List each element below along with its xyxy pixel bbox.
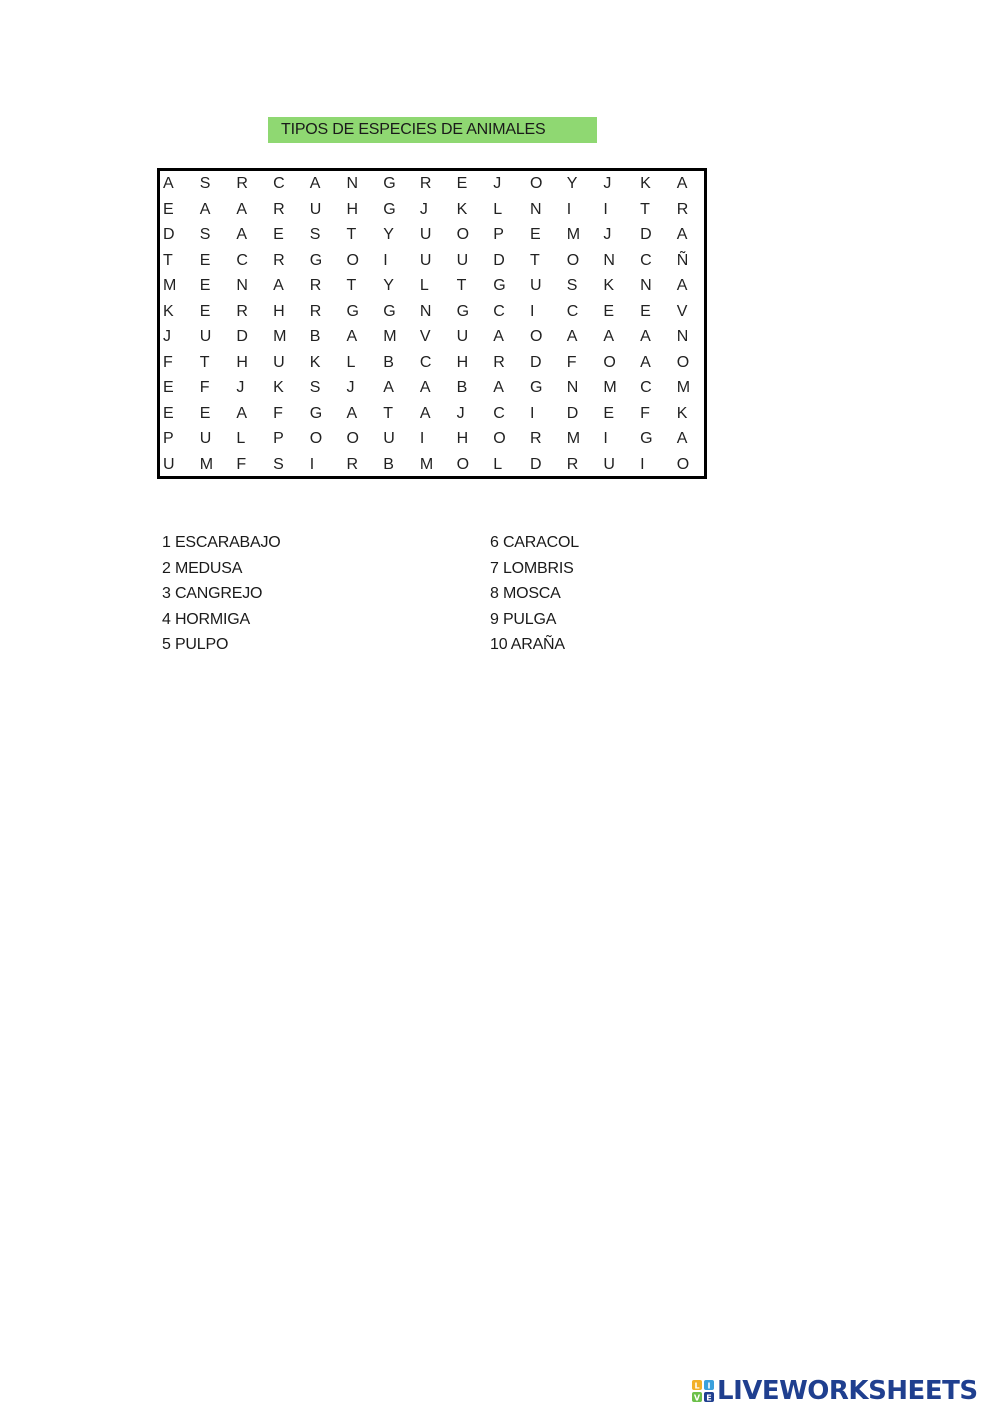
grid-letter: Y [383, 277, 394, 294]
grid-letter: U [163, 455, 175, 473]
grid-letter: B [383, 353, 394, 371]
grid-letter: L [419, 277, 429, 294]
grid-letter: U [199, 430, 212, 447]
grid-letter: C [273, 175, 285, 192]
grid-letter: J [456, 404, 465, 422]
grid-letter: C [236, 251, 248, 269]
grid-letter: T [640, 200, 650, 218]
grid-letter: E [199, 277, 211, 294]
grid-letter: A [236, 226, 248, 243]
grid-letter: O [676, 353, 690, 371]
word-list-left [162, 530, 281, 658]
grid-letter: I [419, 430, 425, 447]
grid-letter: C [493, 302, 505, 320]
grid-letter: T [199, 353, 210, 371]
grid-letter: T [456, 277, 467, 294]
grid-letter: A [419, 379, 431, 396]
word-list-item: 10 ARAÑA [490, 636, 565, 654]
grid-letter: P [163, 430, 174, 447]
grid-letter: N [236, 277, 248, 294]
grid-letter: K [640, 175, 651, 192]
word-list-item: 1 ESCARABAJO [162, 534, 281, 551]
grid-letter: D [236, 328, 248, 345]
grid-letter: J [493, 175, 502, 192]
word-list-item: 2 MEDUSA [162, 559, 243, 577]
grid-letter: E [640, 302, 651, 320]
grid-letter: R [676, 200, 689, 218]
liveworksheets-logo-icon [692, 1380, 714, 1402]
grid-letter: U [419, 251, 432, 269]
liveworksheets-logo [692, 1376, 978, 1406]
grid-letter: D [530, 353, 542, 371]
grid-row [160, 273, 704, 299]
grid-letter: T [383, 404, 393, 422]
grid-letter: C [566, 302, 579, 320]
grid-letter: R [273, 200, 285, 218]
grid-letter: E [199, 302, 211, 320]
grid-letter: N [603, 251, 615, 269]
grid-letter: E [163, 404, 174, 422]
grid-letter: N [419, 302, 432, 320]
grid-letter: R [493, 353, 505, 371]
grid-letter: A [346, 404, 358, 422]
grid-letter: K [273, 379, 284, 396]
grid-letter: T [530, 251, 540, 269]
grid-letter: N [640, 277, 652, 294]
grid-letter: Y [566, 175, 578, 192]
grid-letter: D [566, 404, 579, 422]
grid-letter: F [566, 353, 577, 371]
grid-letter: A [309, 175, 321, 192]
grid-row [160, 248, 704, 274]
grid-letter: J [163, 328, 171, 345]
grid-letter: I [530, 302, 535, 320]
grid-letter: A [676, 175, 688, 192]
grid-letter: J [346, 379, 355, 396]
grid-letter: E [199, 404, 211, 422]
grid-letter: N [346, 175, 359, 192]
grid-letter: M [566, 430, 581, 447]
grid-letter: A [383, 379, 394, 396]
grid-letter: V [419, 328, 431, 345]
grid-letter: A [163, 175, 174, 192]
grid-row [160, 171, 704, 197]
grid-letter: I [603, 430, 608, 447]
grid-letter: J [603, 175, 612, 192]
grid-letter: A [640, 353, 651, 371]
grid-letter: O [309, 430, 323, 447]
grid-letter: O [530, 328, 543, 345]
grid-letter: E [273, 226, 284, 243]
grid-letter: C [419, 353, 432, 371]
grid-letter: A [419, 404, 431, 422]
grid-row [160, 197, 704, 223]
grid-letter: G [383, 200, 396, 218]
grid-letter: A [640, 328, 651, 345]
grid-letter: K [163, 302, 174, 320]
grid-letter: I [383, 251, 388, 269]
grid-letter: U [603, 455, 615, 473]
grid-letter: M [566, 226, 581, 243]
grid-letter: T [346, 226, 357, 243]
grid-letter: Y [383, 226, 394, 243]
grid-letter: S [566, 277, 578, 294]
grid-letter: O [676, 455, 690, 473]
grid-letter: O [456, 226, 470, 243]
grid-letter: U [456, 251, 469, 269]
grid-letter: A [566, 328, 578, 345]
grid-letter: E [603, 404, 615, 422]
grid-letter: U [456, 328, 469, 345]
word-list-item: 9 PULGA [490, 610, 557, 628]
grid-letter: A [236, 200, 248, 218]
grid-letter: P [273, 430, 284, 447]
grid-letter: O [346, 251, 359, 269]
grid-letter: L [493, 455, 503, 473]
grid-letter: S [309, 226, 321, 243]
grid-letter: P [493, 226, 504, 243]
grid-letter: I [309, 455, 315, 473]
grid-letter: F [199, 379, 210, 396]
svg-text:L: L [694, 1381, 700, 1391]
grid-letter: R [309, 302, 322, 320]
grid-letter: S [199, 175, 211, 192]
grid-letter: G [456, 302, 470, 320]
grid-letter: G [383, 302, 396, 320]
grid-letter: U [530, 277, 542, 294]
grid-letter: T [346, 277, 357, 294]
grid-letter: N [530, 200, 542, 218]
grid-letter: U [273, 353, 285, 371]
svg-text:V: V [693, 1393, 701, 1402]
grid-letter: A [493, 328, 504, 345]
grid-letter: F [236, 455, 247, 473]
grid-letter: U [419, 226, 432, 243]
grid-row [160, 401, 704, 427]
grid-row [160, 452, 704, 478]
grid-letter: U [309, 200, 322, 218]
grid-row [160, 222, 704, 248]
grid-letter: D [640, 226, 652, 243]
grid-letter: A [236, 404, 248, 422]
word-list-right [490, 530, 579, 658]
grid-letter: M [676, 379, 691, 396]
word-list-item: 7 LOMBRIS [490, 559, 574, 577]
grid-letter: M [603, 379, 617, 396]
grid-letter: H [236, 353, 248, 371]
grid-letter: G [640, 430, 653, 447]
grid-letter: G [493, 277, 506, 294]
grid-letter: A [493, 379, 504, 396]
grid-letter: A [273, 277, 284, 294]
word-list-item: 3 CANGREJO [162, 585, 263, 603]
grid-letter: R [309, 277, 322, 294]
grid-letter: S [199, 226, 211, 243]
grid-letter: L [346, 353, 356, 371]
logo-text: LIVEWORKSHEETS [717, 1376, 978, 1406]
grid-letter: I [640, 455, 645, 473]
grid-letter: O [456, 455, 470, 473]
word-list-item: 4 HORMIGA [162, 610, 250, 628]
grid-row [160, 375, 704, 401]
grid-letter: I [530, 404, 535, 422]
grid-letter: M [163, 277, 177, 294]
grid-letter: E [603, 302, 615, 320]
grid-letter: M [273, 328, 287, 345]
grid-letter: G [309, 251, 323, 269]
grid-letter: E [199, 251, 211, 269]
grid-letter: E [530, 226, 541, 243]
grid-letter: H [273, 302, 285, 320]
grid-letter: O [346, 430, 359, 447]
grid-letter: R [419, 175, 432, 192]
grid-letter: J [236, 379, 245, 396]
grid-letter: G [309, 404, 323, 422]
grid-letter: C [493, 404, 505, 422]
grid-letter: A [603, 328, 615, 345]
grid-letter: C [640, 379, 652, 396]
grid-letter: K [456, 200, 468, 218]
word-list-item: 5 PULPO [162, 636, 229, 654]
grid-letter: A [676, 226, 688, 243]
grid-letter: M [419, 455, 434, 473]
grid-row [160, 324, 704, 350]
grid-letter: R [346, 455, 359, 473]
grid-letter: R [530, 430, 542, 447]
grid-letter: R [236, 302, 248, 320]
grid-letter: G [346, 302, 359, 320]
grid-letter: A [346, 328, 358, 345]
grid-letter: L [493, 200, 503, 218]
svg-text:E: E [706, 1393, 712, 1402]
grid-letter: O [493, 430, 506, 447]
grid-letter: E [456, 175, 468, 192]
worksheet-title: TIPOS DE ESPECIES DE ANIMALES [268, 117, 597, 143]
grid-letter: F [273, 404, 283, 422]
grid-letter: R [273, 251, 285, 269]
grid-letter: O [566, 251, 580, 269]
grid-letter: L [236, 430, 246, 447]
grid-letter: A [676, 277, 688, 294]
grid-letter: I [566, 200, 572, 218]
grid-letter: B [309, 328, 321, 345]
grid-letter: D [493, 251, 505, 269]
grid-letter: U [199, 328, 212, 345]
grid-letter: A [199, 200, 211, 218]
grid-letter: V [676, 302, 688, 320]
grid-letter: K [309, 353, 321, 371]
word-search-grid [157, 168, 707, 479]
word-list-item: 8 MOSCA [490, 585, 561, 603]
grid-letter: E [163, 379, 174, 396]
word-list-item: 6 CARACOL [490, 534, 579, 551]
grid-letter: G [530, 379, 543, 396]
grid-letter: E [163, 200, 174, 218]
grid-row [160, 426, 704, 452]
grid-letter: R [566, 455, 579, 473]
grid-letter: H [456, 430, 469, 447]
grid-letter: N [676, 328, 689, 345]
grid-row [160, 350, 704, 376]
grid-letter: M [199, 455, 214, 473]
grid-letter: M [383, 328, 397, 345]
grid-letter: Ñ [676, 251, 689, 269]
grid-letter: B [383, 455, 394, 473]
grid-letter: D [530, 455, 542, 473]
grid-letter: J [419, 200, 428, 218]
grid-letter: R [236, 175, 248, 192]
grid-letter: S [309, 379, 321, 396]
grid-letter: O [530, 175, 543, 192]
grid-letter: G [383, 175, 396, 192]
grid-letter: A [676, 430, 688, 447]
grid-letter: H [346, 200, 359, 218]
grid-letter: K [603, 277, 615, 294]
grid-letter: F [163, 353, 173, 371]
grid-letter: F [640, 404, 650, 422]
svg-text:I: I [707, 1381, 711, 1391]
grid-letter: D [163, 226, 175, 243]
grid-row [160, 299, 704, 325]
grid-letter: U [383, 430, 395, 447]
grid-letter: N [566, 379, 579, 396]
grid-letter: O [603, 353, 616, 371]
grid-letter: H [456, 353, 469, 371]
grid-letter: S [273, 455, 284, 473]
grid-letter: C [640, 251, 652, 269]
grid-letter: B [456, 379, 468, 396]
grid-letter: I [603, 200, 608, 218]
grid-letter: K [676, 404, 688, 422]
grid-letter: T [163, 251, 173, 269]
grid-letter: J [603, 226, 612, 243]
